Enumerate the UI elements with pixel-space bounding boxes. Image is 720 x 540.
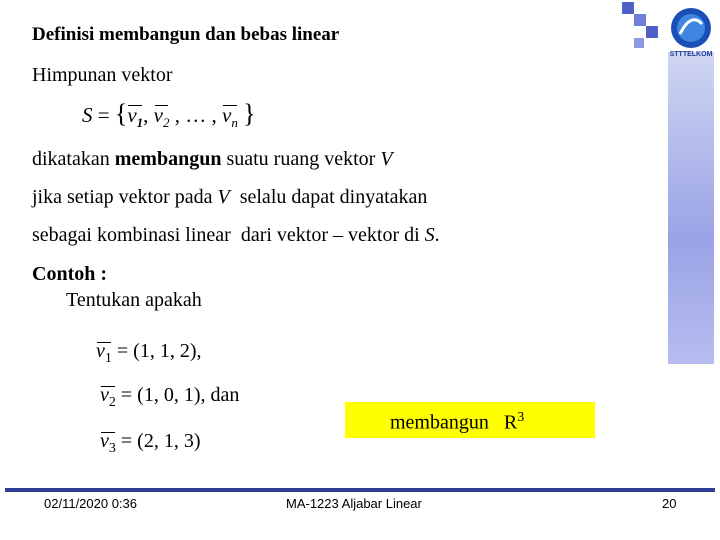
set-definition	[82, 99, 256, 131]
text: .	[434, 224, 440, 246]
vector-subscript: 1	[104, 351, 112, 366]
vector-value: = (2, 1, 3)	[115, 430, 201, 452]
vector-letter: v	[153, 103, 163, 127]
text: dikatakan	[32, 148, 115, 170]
vector-letter: v	[127, 103, 137, 127]
footer-course: MA-1223 Aljabar Linear	[286, 496, 422, 511]
text: suatu ruang vektor	[221, 148, 381, 170]
highlight-text	[390, 410, 524, 435]
vector-value: = (1, 1, 2),	[111, 340, 202, 362]
highlight-superscript: 3	[517, 410, 525, 425]
example-vector-2	[100, 384, 239, 411]
sttelkom-logo	[664, 4, 718, 58]
ellipsis: , … ,	[174, 103, 217, 127]
text: jika setiap vektor pada	[32, 186, 218, 208]
definition-line-2	[32, 186, 427, 209]
footer-page-number: 20	[662, 496, 677, 511]
example-label: Contoh :	[32, 263, 108, 285]
vector-subscript: 2	[162, 115, 170, 131]
vector-letter: v	[221, 103, 232, 127]
decorative-square	[634, 14, 646, 26]
vector-value: = (1, 0, 1), dan	[115, 384, 240, 406]
set-symbol: S	[424, 224, 435, 246]
vector-subscript: 2	[108, 395, 116, 410]
text: sebagai kombinasi linear dari vektor – vektor di	[32, 224, 425, 246]
definition-line-1	[32, 148, 393, 171]
vector-v2	[154, 103, 170, 131]
vector-letter: v	[100, 430, 109, 452]
vector-v2	[100, 384, 116, 411]
vector-letter: v	[100, 384, 109, 406]
example-vector-1	[96, 340, 202, 367]
decorative-strip	[668, 52, 714, 364]
definition-line-3	[32, 224, 440, 247]
vector-subscript: 1	[136, 115, 144, 131]
set-symbol: S	[82, 103, 93, 127]
set-equals: =	[97, 103, 110, 127]
set-close-brace: }	[243, 99, 256, 128]
decorative-square	[634, 38, 644, 48]
space-symbol: V	[380, 148, 393, 170]
vector-letter: v	[96, 340, 105, 362]
vector-v3	[100, 430, 116, 457]
slide-title: Definisi membangun dan bebas linear	[32, 24, 340, 45]
vector-subscript: 3	[108, 441, 116, 456]
logo-text: STTTELKOM	[669, 51, 713, 58]
highlight-label: membangun R	[390, 411, 518, 434]
footer-date: 02/11/2020 0:36	[44, 496, 138, 511]
example-text: Tentukan apakah	[66, 289, 202, 311]
keyword-membangun: membangun	[114, 148, 222, 170]
vector-subscript: n	[231, 115, 238, 131]
vector-v1	[127, 103, 143, 131]
vector-vn	[222, 103, 238, 131]
space-symbol: V	[217, 186, 230, 208]
vector-v1	[96, 340, 112, 367]
intro-text: Himpunan vektor	[32, 64, 173, 86]
decorative-square	[646, 26, 658, 38]
comma: ,	[143, 103, 149, 127]
decorative-square	[622, 2, 634, 14]
set-open-brace: {	[114, 99, 128, 128]
footer-divider	[5, 488, 715, 492]
example-vector-3	[100, 430, 201, 457]
text: selalu dapat dinyatakan	[229, 186, 428, 208]
